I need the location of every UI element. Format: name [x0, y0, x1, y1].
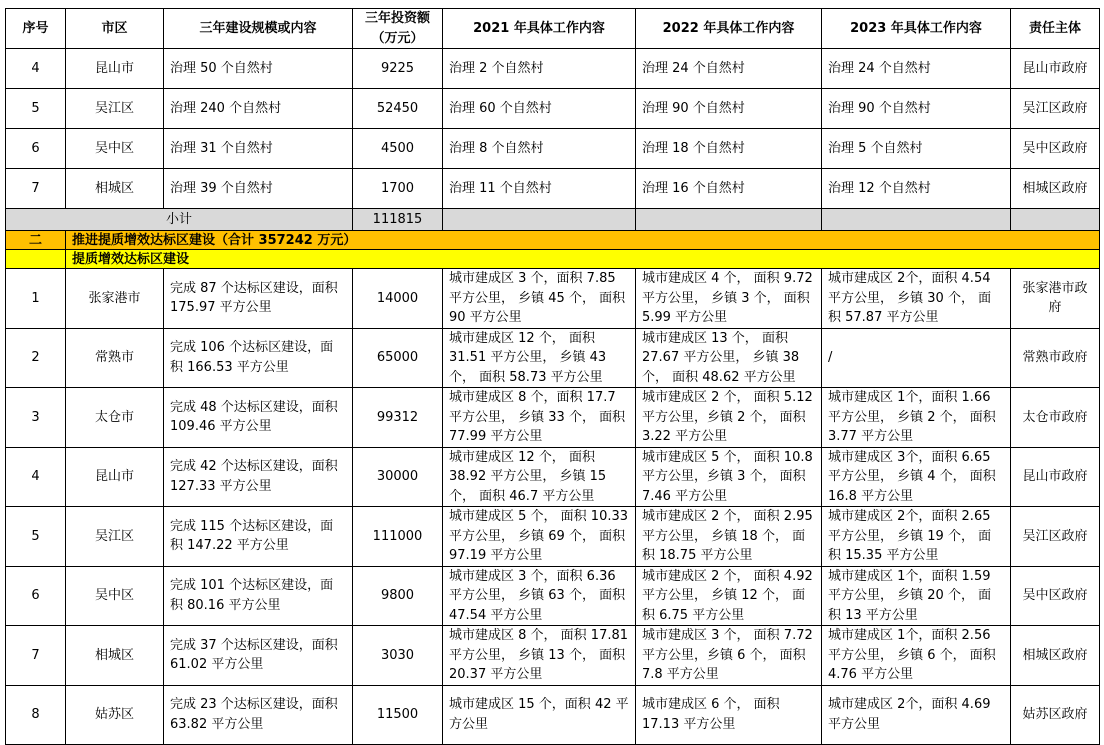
row-2023-work: 治理 24 个自然村 — [822, 49, 1011, 89]
row-2022-work: 城市建成区 3 个， 面积 7.72 平方公里，乡镇 6 个， 面积 7.8 平方公里 — [636, 626, 822, 686]
row-2023-work: 城市建成区 2个，面积 4.54 平方公里， 乡镇 30 个， 面积 57.87 平方公里 — [822, 269, 1011, 329]
quality-zone-rows — [6, 269, 1100, 745]
row-scope: 治理 39 个自然村 — [164, 169, 353, 209]
row-2023-work: 城市建成区 2个，面积 4.69 平方公里 — [822, 685, 1011, 744]
header-2021: 2021 年具体工作内容 — [443, 9, 636, 49]
table-row — [6, 626, 1100, 686]
row-scope: 治理 31 个自然村 — [164, 129, 353, 169]
row-number: 1 — [6, 269, 66, 329]
section-title: 推进提质增效达标区建设（合计 357242 万元） — [66, 231, 1100, 250]
subtotal-row — [6, 209, 1100, 231]
subsection-header-row — [6, 250, 1100, 269]
row-scope: 完成 101 个达标区建设，面积 80.16 平方公里 — [164, 566, 353, 626]
table-row — [6, 447, 1100, 507]
row-number: 3 — [6, 388, 66, 448]
row-city: 昆山市 — [66, 447, 164, 507]
table-row — [6, 269, 1100, 329]
subtotal-empty-2021 — [443, 209, 636, 231]
row-scope: 完成 87 个达标区建设，面积 175.97 平方公里 — [164, 269, 353, 329]
row-2022-work: 治理 24 个自然村 — [636, 49, 822, 89]
header-2022: 2022 年具体工作内容 — [636, 9, 822, 49]
row-2023-work: / — [822, 328, 1011, 388]
header-owner: 责任主体 — [1011, 9, 1100, 49]
header-2023: 2023 年具体工作内容 — [822, 9, 1011, 49]
row-2021-work: 城市建成区 12 个， 面积 38.92 平方公里， 乡镇 15 个， 面积 46.7 平方公里 — [443, 447, 636, 507]
header-city: 市区 — [66, 9, 164, 49]
row-2021-work: 城市建成区 15 个，面积 42 平方公里 — [443, 685, 636, 744]
row-investment: 99312 — [353, 388, 443, 448]
row-scope: 完成 42 个达标区建设，面积 127.33 平方公里 — [164, 447, 353, 507]
row-2021-work: 治理 8 个自然村 — [443, 129, 636, 169]
row-number: 5 — [6, 89, 66, 129]
row-number: 4 — [6, 447, 66, 507]
row-2022-work: 城市建成区 13 个， 面积 27.67 平方公里， 乡镇 38 个， 面积 48.62 平方公里 — [636, 328, 822, 388]
row-owner: 吴江区政府 — [1011, 507, 1100, 567]
row-2021-work: 城市建成区 8 个，面积 17.7 平方公里， 乡镇 33 个， 面积 77.99 平方公里 — [443, 388, 636, 448]
header-investment: 三年投资额（万元） — [353, 9, 443, 49]
row-2023-work: 城市建成区 1个，面积 1.59 平方公里， 乡镇 20 个， 面积 13 平方公里 — [822, 566, 1011, 626]
row-investment: 1700 — [353, 169, 443, 209]
table-row — [6, 685, 1100, 744]
row-2023-work: 城市建成区 2个，面积 2.65 平方公里， 乡镇 19 个， 面积 15.35 平方公里 — [822, 507, 1011, 567]
row-city: 吴中区 — [66, 566, 164, 626]
row-2022-work: 治理 90 个自然村 — [636, 89, 822, 129]
row-scope: 完成 115 个达标区建设，面积 147.22 平方公里 — [164, 507, 353, 567]
row-owner: 吴江区政府 — [1011, 89, 1100, 129]
row-2022-work: 城市建成区 2 个， 面积 5.12 平方公里，乡镇 2 个， 面积 3.22 平方公里 — [636, 388, 822, 448]
row-city: 张家港市 — [66, 269, 164, 329]
table-row — [6, 129, 1100, 169]
row-number: 7 — [6, 169, 66, 209]
row-investment: 111000 — [353, 507, 443, 567]
row-number: 8 — [6, 685, 66, 744]
row-scope: 完成 23 个达标区建设，面积 63.82 平方公里 — [164, 685, 353, 744]
section-number: 二 — [6, 231, 66, 250]
subsection-title: 提质增效达标区建设 — [66, 250, 1100, 269]
row-owner: 常熟市政府 — [1011, 328, 1100, 388]
row-owner: 张家港市政府 — [1011, 269, 1100, 329]
table-row — [6, 507, 1100, 567]
row-2023-work: 治理 90 个自然村 — [822, 89, 1011, 129]
table-row — [6, 388, 1100, 448]
row-2022-work: 治理 16 个自然村 — [636, 169, 822, 209]
row-2023-work: 城市建成区 3个，面积 6.65 平方公里， 乡镇 4 个， 面积 16.8 平方公里 — [822, 447, 1011, 507]
row-2021-work: 治理 11 个自然村 — [443, 169, 636, 209]
row-owner: 昆山市政府 — [1011, 447, 1100, 507]
table-row — [6, 328, 1100, 388]
row-owner: 姑苏区政府 — [1011, 685, 1100, 744]
row-owner: 太仓市政府 — [1011, 388, 1100, 448]
subtotal-empty-2023 — [822, 209, 1011, 231]
row-2022-work: 城市建成区 6 个， 面积 17.13 平方公里 — [636, 685, 822, 744]
table-row — [6, 49, 1100, 89]
subtotal-empty-owner — [1011, 209, 1100, 231]
row-2023-work: 城市建成区 1个，面积 1.66 平方公里， 乡镇 2 个， 面积 3.77 平方公里 — [822, 388, 1011, 448]
subtotal-value: 111815 — [353, 209, 443, 231]
row-city: 太仓市 — [66, 388, 164, 448]
row-number: 4 — [6, 49, 66, 89]
row-investment: 30000 — [353, 447, 443, 507]
row-2021-work: 城市建成区 3 个，面积 7.85 平方公里， 乡镇 45 个， 面积 90 平方公里 — [443, 269, 636, 329]
row-2021-work: 城市建成区 3 个，面积 6.36 平方公里， 乡镇 63 个， 面积 47.54 平方公里 — [443, 566, 636, 626]
subsection-empty-cell — [6, 250, 66, 269]
row-scope: 治理 50 个自然村 — [164, 49, 353, 89]
subtotal-label: 小计 — [6, 209, 353, 231]
row-scope: 治理 240 个自然村 — [164, 89, 353, 129]
row-city: 相城区 — [66, 626, 164, 686]
row-number: 2 — [6, 328, 66, 388]
row-2021-work: 城市建成区 8 个， 面积 17.81 平方公里， 乡镇 13 个， 面积 20.37 平方公里 — [443, 626, 636, 686]
row-city: 吴江区 — [66, 507, 164, 567]
row-scope: 完成 37 个达标区建设，面积 61.02 平方公里 — [164, 626, 353, 686]
row-number: 6 — [6, 129, 66, 169]
row-scope: 完成 48 个达标区建设，面积 109.46 平方公里 — [164, 388, 353, 448]
row-2022-work: 城市建成区 2 个， 面积 4.92 平方公里， 乡镇 12 个， 面积 6.75 平方公里 — [636, 566, 822, 626]
table-row — [6, 89, 1100, 129]
row-2023-work: 城市建成区 1个，面积 2.56 平方公里， 乡镇 6 个， 面积 4.76 平方公里 — [822, 626, 1011, 686]
row-investment: 11500 — [353, 685, 443, 744]
row-2023-work: 治理 12 个自然村 — [822, 169, 1011, 209]
row-city: 常熟市 — [66, 328, 164, 388]
table-row — [6, 169, 1100, 209]
row-2021-work: 治理 60 个自然村 — [443, 89, 636, 129]
row-investment: 4500 — [353, 129, 443, 169]
header-row — [6, 9, 1100, 49]
section-header-row — [6, 231, 1100, 250]
row-investment: 14000 — [353, 269, 443, 329]
row-city: 相城区 — [66, 169, 164, 209]
table-row — [6, 566, 1100, 626]
row-owner: 昆山市政府 — [1011, 49, 1100, 89]
row-2022-work: 城市建成区 5 个， 面积 10.8 平方公里，乡镇 3 个， 面积 7.46 平方公里 — [636, 447, 822, 507]
row-city: 昆山市 — [66, 49, 164, 89]
row-scope: 完成 106 个达标区建设，面积 166.53 平方公里 — [164, 328, 353, 388]
row-investment: 9225 — [353, 49, 443, 89]
row-owner: 相城区政府 — [1011, 626, 1100, 686]
header-no: 序号 — [6, 9, 66, 49]
header-scope: 三年建设规模或内容 — [164, 9, 353, 49]
row-2022-work: 治理 18 个自然村 — [636, 129, 822, 169]
row-2022-work: 城市建成区 2 个， 面积 2.95 平方公里， 乡镇 18 个， 面积 18.75 平方公里 — [636, 507, 822, 567]
row-2021-work: 治理 2 个自然村 — [443, 49, 636, 89]
row-city: 姑苏区 — [66, 685, 164, 744]
row-number: 5 — [6, 507, 66, 567]
village-governance-rows — [6, 49, 1100, 209]
row-number: 7 — [6, 626, 66, 686]
row-city: 吴中区 — [66, 129, 164, 169]
row-2021-work: 城市建成区 5 个， 面积 10.33 平方公里， 乡镇 69 个， 面积 97.19 平方公里 — [443, 507, 636, 567]
row-owner: 吴中区政府 — [1011, 129, 1100, 169]
row-2021-work: 城市建成区 12 个， 面积 31.51 平方公里， 乡镇 43 个， 面积 58.73 平方公里 — [443, 328, 636, 388]
row-city: 吴江区 — [66, 89, 164, 129]
subtotal-empty-2022 — [636, 209, 822, 231]
row-investment: 65000 — [353, 328, 443, 388]
row-investment: 3030 — [353, 626, 443, 686]
row-number: 6 — [6, 566, 66, 626]
row-investment: 9800 — [353, 566, 443, 626]
row-2023-work: 治理 5 个自然村 — [822, 129, 1011, 169]
work-plan-table — [5, 8, 1100, 745]
row-owner: 吴中区政府 — [1011, 566, 1100, 626]
row-investment: 52450 — [353, 89, 443, 129]
row-2022-work: 城市建成区 4 个， 面积 9.72 平方公里， 乡镇 3 个， 面积 5.99 平方公里 — [636, 269, 822, 329]
row-owner: 相城区政府 — [1011, 169, 1100, 209]
